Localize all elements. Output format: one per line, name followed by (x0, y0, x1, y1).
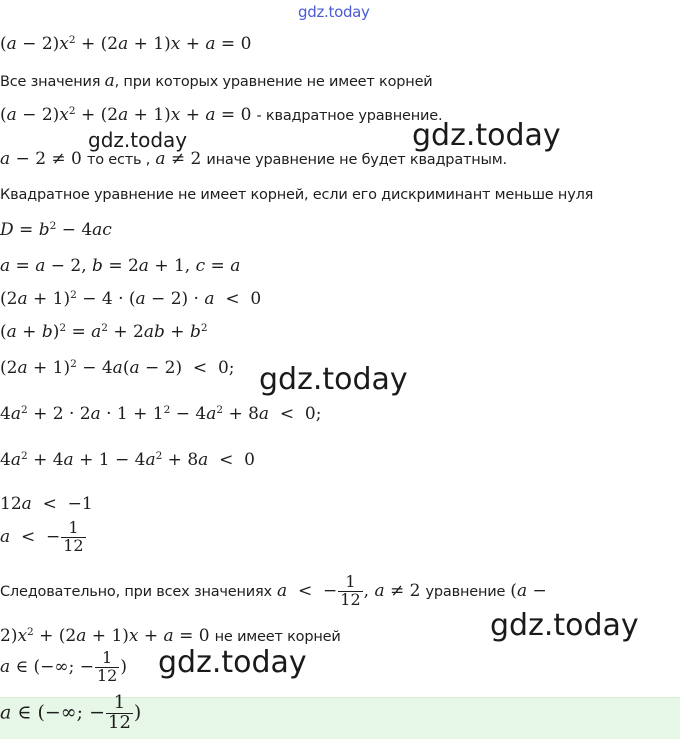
fraction: $\frac{1}{12}$ (96, 648, 118, 685)
inequality-2: $(2a + 1)^2 - 4a(a - 2) < 0$; (0, 358, 235, 378)
inequality-1: $(2a + 1)^2 - 4 \cdot (a - 2) \cdot a < 0$ (0, 289, 262, 309)
watermark-3: gdz.today (259, 362, 408, 397)
condition-line: a − 2 ≠ 0 то есть , a ≠ 2 иначе уравнение не будет квадратным. (0, 149, 507, 169)
fraction: $\frac{1}{12}$ (340, 572, 361, 609)
square-identity: $(a + b)^2 = a^2 + 2ab + b^2$ (0, 322, 208, 342)
discriminant-formula: $D = b^2 - 4ac$ (0, 220, 112, 240)
fraction: $\frac{1}{12}$ (63, 518, 84, 555)
inequality-3: $4a^2 + 2 \cdot 2a \cdot 1 + 1^2 - 4a^2 + 8a < 0$; (0, 404, 322, 424)
watermark-4: gdz.today (490, 608, 639, 643)
watermark-1: gdz.today (88, 128, 188, 152)
fraction: $\frac{1}{12}$ (108, 692, 131, 733)
discriminant-rule: Квадратное уравнение не имеет корней, если его дискриминант меньше нуля (0, 187, 594, 203)
answer-line: a ∈ (−∞; − $\frac{1}{12}$ ) (0, 692, 142, 733)
conclusion-line-2: $2)x^2 + (2a + 1)x + a = 0$ не имеет корней (0, 626, 341, 646)
watermark-5: gdz.today (158, 645, 307, 680)
task-statement: Все значения a, при которых уравнение не имеет корней (0, 71, 433, 91)
watermark-top: gdz.today (298, 3, 370, 21)
inequality-5: 12a < −1 (0, 494, 93, 514)
conclusion-line: Следовательно, при всех значениях a < − $\frac{1}{12}$ , a ≠ 2 уравнение (a − (0, 572, 547, 609)
watermark-2: gdz.today (412, 118, 561, 153)
equation-main: $(a - 2)x^2 + (2a + 1)x + a = 0$ (0, 34, 252, 54)
coefficients-line: a = a − 2, b = 2a + 1, c = a (0, 256, 241, 276)
inequality-4: $4a^2 + 4a + 1 - 4a^2 + 8a < 0$ (0, 450, 255, 470)
inequality-6: a < − $\frac{1}{12}$ (0, 518, 84, 555)
quadratic-line: $(a - 2)x^2 + (2a + 1)x + a = 0$ - квадратное уравнение. (0, 105, 443, 125)
interval-line: a ∈ (−∞; − $\frac{1}{12}$ ) (0, 648, 127, 685)
